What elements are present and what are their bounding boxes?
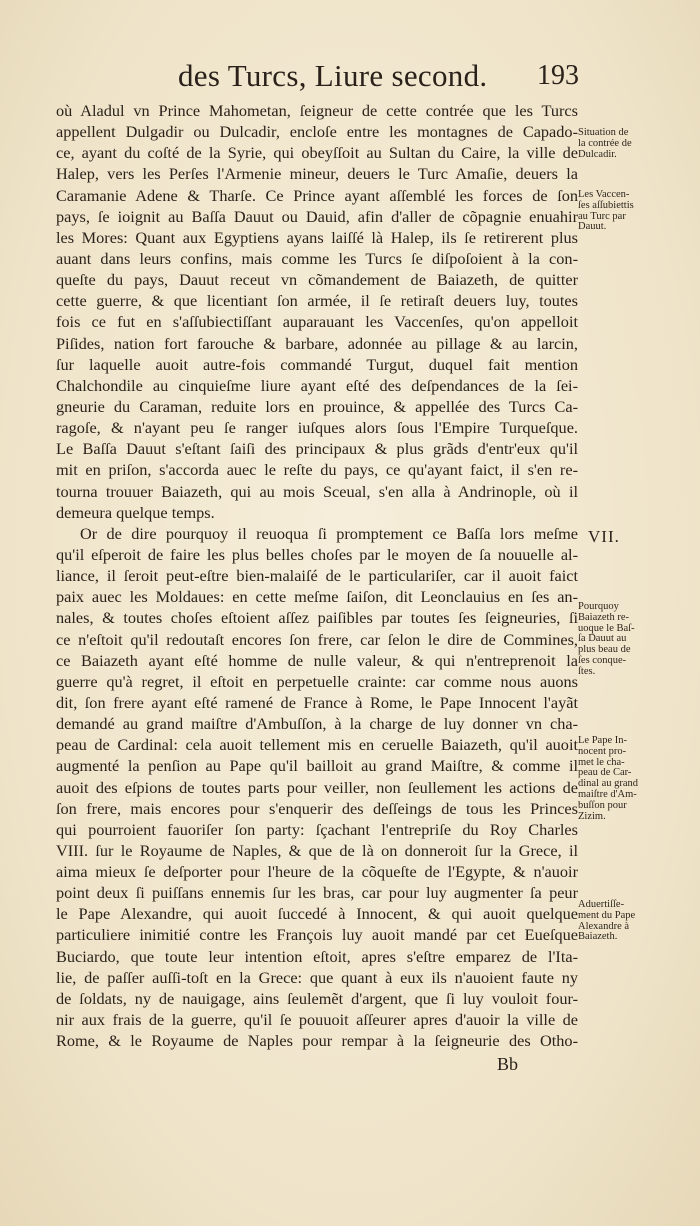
text-line: appellent Dulgadir ou Dulcadir, encloſe entre les montagnes de Capado-	[56, 122, 578, 142]
text-line: auoit des eſpions de toutes parts pour veiller, non ſeullement les actions de	[56, 777, 578, 797]
text-line: augmenté la penſion au Pape qu'il bailloit au grand Maiſtre, & comme il	[56, 756, 578, 776]
margin-note-line: ſes aſſubiettis	[578, 199, 634, 211]
text-line: Rome, & le Royaume de Naples pour rempar à la ſeigneurie des Otho-	[56, 1031, 578, 1051]
margin-note-line: peau de Car-	[578, 767, 632, 779]
margin-note-line: Pourquoy	[578, 601, 619, 612]
margin-note-line: la contrée de	[578, 137, 632, 149]
page-header	[0, 58, 700, 98]
text-line: où Aladul vn Prince Mahometan, ſeigneur de cette contrée que les Turcs	[56, 101, 578, 120]
text-line: lie, de paſſer auſſi-toſt en la Grece: que quant à eux ils n'auoient faute ny	[56, 967, 578, 987]
text-line: guerre qu'à regret, il eſtoit en perpetuelle crainte: car comme nous auons	[56, 671, 578, 691]
text-line: demeura quelque temps.	[56, 502, 215, 522]
text-line: ſur laquelle auoit autre-fois commandé Turgut, duquel fait mention	[56, 354, 578, 374]
text-line: mit en priſon, s'accorda auec le reſte du pays, ce qu'ayant faict, il s'en re-	[56, 460, 578, 480]
section-number: VII.	[588, 527, 620, 546]
margin-note-line: Dauut.	[578, 221, 607, 233]
text-line: ce n'eſtoit qu'il redoutaſt encores ſon frere, car ſelon le dire de Commines,	[56, 629, 578, 649]
margin-note-line: Les Vaccen-	[578, 189, 630, 200]
margin-note-line: plus beau de	[578, 644, 631, 656]
text-line: de ſoldats, ny de nauigage, ains ſeulemẽt d'argent, que ſi luy vouloit four-	[56, 988, 578, 1008]
margin-note-line: Dulcadir.	[578, 148, 617, 160]
margin-note-line: met le cha-	[578, 756, 625, 768]
text-line: qui pourroient fauoriſer ſon party: ſçachant l'entrepriſe du Roy Charles	[56, 819, 578, 839]
margin-note	[578, 602, 696, 678]
margin-note-line: ſa Dauut au	[578, 633, 627, 645]
margin-note-line: Aduertiſſe-	[578, 899, 625, 910]
page-number: 193	[537, 60, 579, 91]
text-line: Piſides, nation fort farouche & barbare, adonnée au pillage & au larcin,	[56, 333, 578, 353]
text-line: paix auec les Moldaues: en cette meſme ſaiſon, dit Leonclauius en ſes an-	[56, 587, 578, 607]
margin-note-line: dinal au grand	[578, 778, 639, 790]
text-line: le Pape Alexandre, qui auoit ſuccedé à Innocent, & qui auoit quelque	[56, 904, 578, 924]
text-line: ce, ayant du coſté de la Syrie, qui obeyſſoit au Sultan du Caire, la ville de	[56, 143, 578, 163]
text-line: qu'il eſperoit de faire les plus belles choſes par le moyen de ſa nouuelle al-	[56, 544, 578, 564]
margin-note-line: uoque le Baſ-	[578, 622, 635, 634]
text-line: dit, ſon frere ayant eſté ramené de France à Rome, le Pape Innocent l'ayãt	[56, 692, 578, 712]
margin-note-line: Zizim.	[578, 810, 606, 822]
margin-note	[578, 128, 696, 160]
text-line: pays, ſe ioignit au Baſſa Dauut ou Dauid, afin d'aller de cõpagnie enuahir	[56, 206, 578, 226]
text-line: VIII. ſur le Royaume de Naples, & que de là on donneroit ſur la Grece, il	[56, 840, 578, 860]
margin-note-line: Alexandre à	[578, 920, 630, 932]
text-line: nir aux frais de la guerre, qu'il ſe pouuoit aſſeurer apres d'auoir la ville de	[56, 1010, 578, 1030]
text-line: ce Baiazeth ayant eſté homme de nulle valeur, & qui n'entreprenoit la	[56, 650, 578, 670]
text-line: gneurie du Caraman, reduite lors en prouince, & appellée des Turcs Ca-	[56, 396, 578, 416]
text-line: Buciardo, que toute leur intention eſtoit, apres s'eſtre emparez de l'Ita-	[56, 946, 578, 966]
text-line: Halep, vers les Perſes l'Armenie mineur, deuers le Turc Amaſie, deuers la	[56, 164, 578, 184]
margin-note-line: Le Pape In-	[578, 735, 627, 746]
margin-note-line: nocent pro-	[578, 745, 627, 757]
text-line: cette guerre, & que licentiant ſon armée, il ſe retiraſt deuers luy, toutes	[56, 291, 578, 311]
text-line: nales, & toutes choſes eſtoient aſſez paiſibles par toutes ſes ſeigneuries, ſi	[56, 608, 578, 628]
text-line: liance, il ſeroit peut-eſtre bien-malaiſé de le particulariſer, car il auoit faict	[56, 566, 578, 586]
text-line: fois ce fut en s'aſſubiectiſſant auparauant les Vaccenſes, qu'on appelloit	[56, 312, 578, 332]
text-line: queſte du pays, Dauut receut vn cõmandement de Baiazeth, de quitter	[56, 270, 578, 290]
margin-note-line: Situation de	[578, 127, 629, 138]
text-line: Caramanie Adene & Tharſe. Ce Prince ayant aſſemblé les forces de ſon	[56, 185, 578, 205]
text-line: Le Baſſa Dauut s'eſtant ſaiſi des principaux & plus grãds d'entr'eux qu'il	[56, 439, 578, 459]
text-line: Chalchondile au cinquieſme liure ayant eſté des deſpendances de la ſei-	[56, 375, 578, 395]
text-line: Or de dire pourquoy il reuoqua ſi promptement ce Baſſa lors meſme	[80, 523, 578, 543]
margin-note-line: buſſon pour	[578, 799, 627, 811]
margin-note-line: ſtes.	[578, 665, 596, 677]
text-line: aima mieux ſe deſporter pour l'heure de la cõqueſte de l'Egypte, & n'auoir	[56, 862, 578, 882]
margin-note	[578, 190, 696, 233]
text-line: ragoſe, & n'ayant peu ſe ranger iuſques alors ſous l'Empire Turqueſque.	[56, 418, 578, 438]
text-line: les Mores: Quant aux Egyptiens ayans laiſſé là Halep, ils ſe retirerent plus	[56, 227, 578, 247]
margin-note	[578, 736, 696, 822]
margin-note-line: ment du Pape	[578, 909, 636, 921]
margin-note-line: Baiazeth.	[578, 931, 618, 943]
margin-note-line: au Turc par	[578, 210, 626, 222]
signature-mark: Bb	[497, 1054, 519, 1074]
main-text	[56, 100, 578, 1051]
text-line: particuliere inimitié contre les François luy auoit mandé par cet Eueſque	[56, 925, 578, 945]
margin-note-line: Baiazeth re-	[578, 611, 630, 623]
text-line: ſon frere, mais encores pour s'enquerir des deſſeings de tous les Princes	[56, 798, 578, 818]
text-line: peau de Cardinal: cela auoit tellement mis en ceruelle Baiazeth, qu'il auoit	[56, 735, 578, 755]
text-line: demandé au grand maiſtre d'Ambuſſon, à la charge de luy donner vn cha-	[56, 714, 578, 734]
running-title: des Turcs, Liure second.	[178, 58, 488, 93]
margin-note-line: ſes conque-	[578, 654, 627, 666]
text-line: tourna trouuer Baiazeth, qui au mois Sceual, s'en alla à Andrinople, où il	[56, 481, 578, 501]
margin-note	[578, 900, 696, 943]
text-line: auant dans leurs confins, mais comme les Turcs ſe diſpoſoient à la con-	[56, 248, 578, 268]
margin-note-line: maiſtre d'Am-	[578, 788, 637, 800]
text-line: point deux ſi puiſſans ennemis ſur les bras, car pour luy augmenter ſa peur	[56, 883, 578, 903]
